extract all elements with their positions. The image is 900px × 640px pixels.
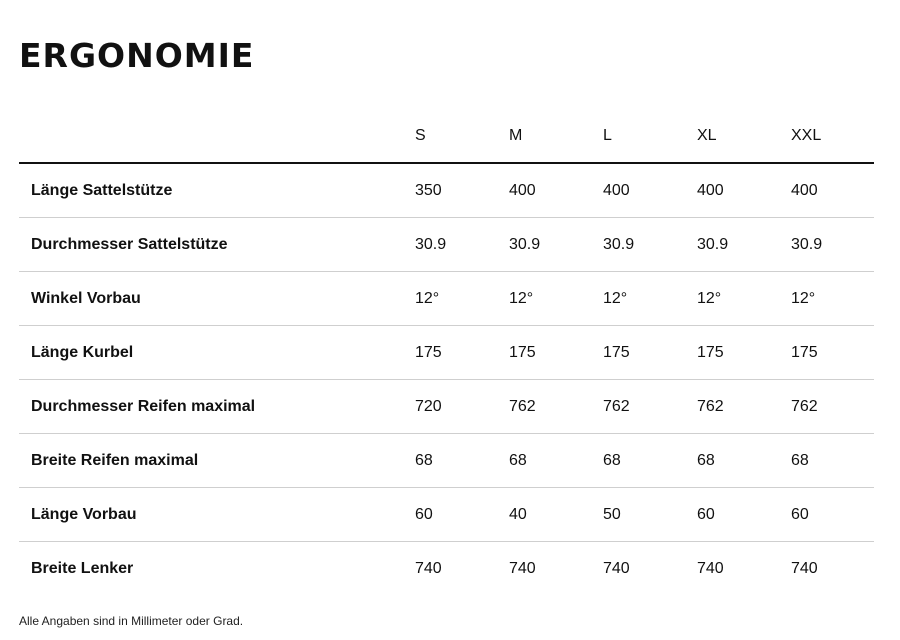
header-size-l: L [603,110,697,163]
table-row [19,488,874,542]
row-label: Länge Kurbel [19,326,415,380]
table-cell: 175 [603,326,697,380]
table-cell: 740 [509,559,536,577]
table-cell: 30.9 [791,218,874,272]
table-cell: 60 [791,488,874,542]
row-label: Durchmesser Sattelstütze [19,218,415,272]
row-label: Durchmesser Reifen maximal [19,380,415,434]
table-cell: 762 [509,380,603,434]
table-cell: 30.9 [509,218,603,272]
table-row [19,163,874,218]
table-cell: 740 [415,559,442,577]
table-cell: 30.9 [697,218,791,272]
table-cell: 12° [791,272,874,326]
row-label: Länge Vorbau [19,488,415,542]
table-row [19,380,874,434]
row-label: Länge Sattelstütze [19,163,415,218]
table-cell: 400 [509,163,603,218]
table-cell: 762 [791,380,874,434]
header-empty-cell [19,110,415,163]
table-cell: 68 [697,434,791,488]
table-cell: 68 [415,434,509,488]
footnote: Alle Angaben sind in Millimeter oder Grad. [19,614,244,628]
ergonomics-table [19,110,874,595]
table-cell: 60 [697,488,791,542]
header-size-m: M [509,110,603,163]
table-row [19,326,874,380]
table-header [19,110,874,163]
table-row [19,272,874,326]
row-label: Breite Lenker [31,559,134,577]
table-cell: 68 [603,434,697,488]
table-cell: 400 [791,163,874,218]
page-title: ERGONOMIE [19,36,255,75]
table-cell: 740 [697,559,724,577]
table-cell: 720 [415,380,509,434]
row-label: Breite Reifen maximal [19,434,415,488]
table-cell: 30.9 [415,218,509,272]
table-row [19,218,874,272]
table-cell: 60 [415,488,509,542]
table-cell: 740 [791,559,818,577]
table-row [19,434,874,488]
table-cell: 762 [603,380,697,434]
table-cell: 68 [791,434,874,488]
table-cell: 740 [603,559,630,577]
table-cell: 175 [791,326,874,380]
table-cell: 175 [509,326,603,380]
table-cell: 50 [603,488,697,542]
table-cell: 762 [697,380,791,434]
table-cell: 12° [603,272,697,326]
table-cell: 12° [697,272,791,326]
header-size-xl: XL [697,110,791,163]
table-cell: 12° [415,272,509,326]
table-cell: 400 [697,163,791,218]
header-size-xxl: XXL [791,110,874,163]
table-cell: 40 [509,488,603,542]
table-cell: 350 [415,163,509,218]
table-cell: 400 [603,163,697,218]
header-size-s: S [415,110,509,163]
row-label: Winkel Vorbau [19,272,415,326]
header-row [19,110,874,163]
table-cell: 12° [509,272,603,326]
table-cell: 68 [509,434,603,488]
table-cell: 30.9 [603,218,697,272]
table-body [19,163,874,595]
table-cell: 175 [415,326,509,380]
table-row [19,542,874,596]
table-cell: 175 [697,326,791,380]
